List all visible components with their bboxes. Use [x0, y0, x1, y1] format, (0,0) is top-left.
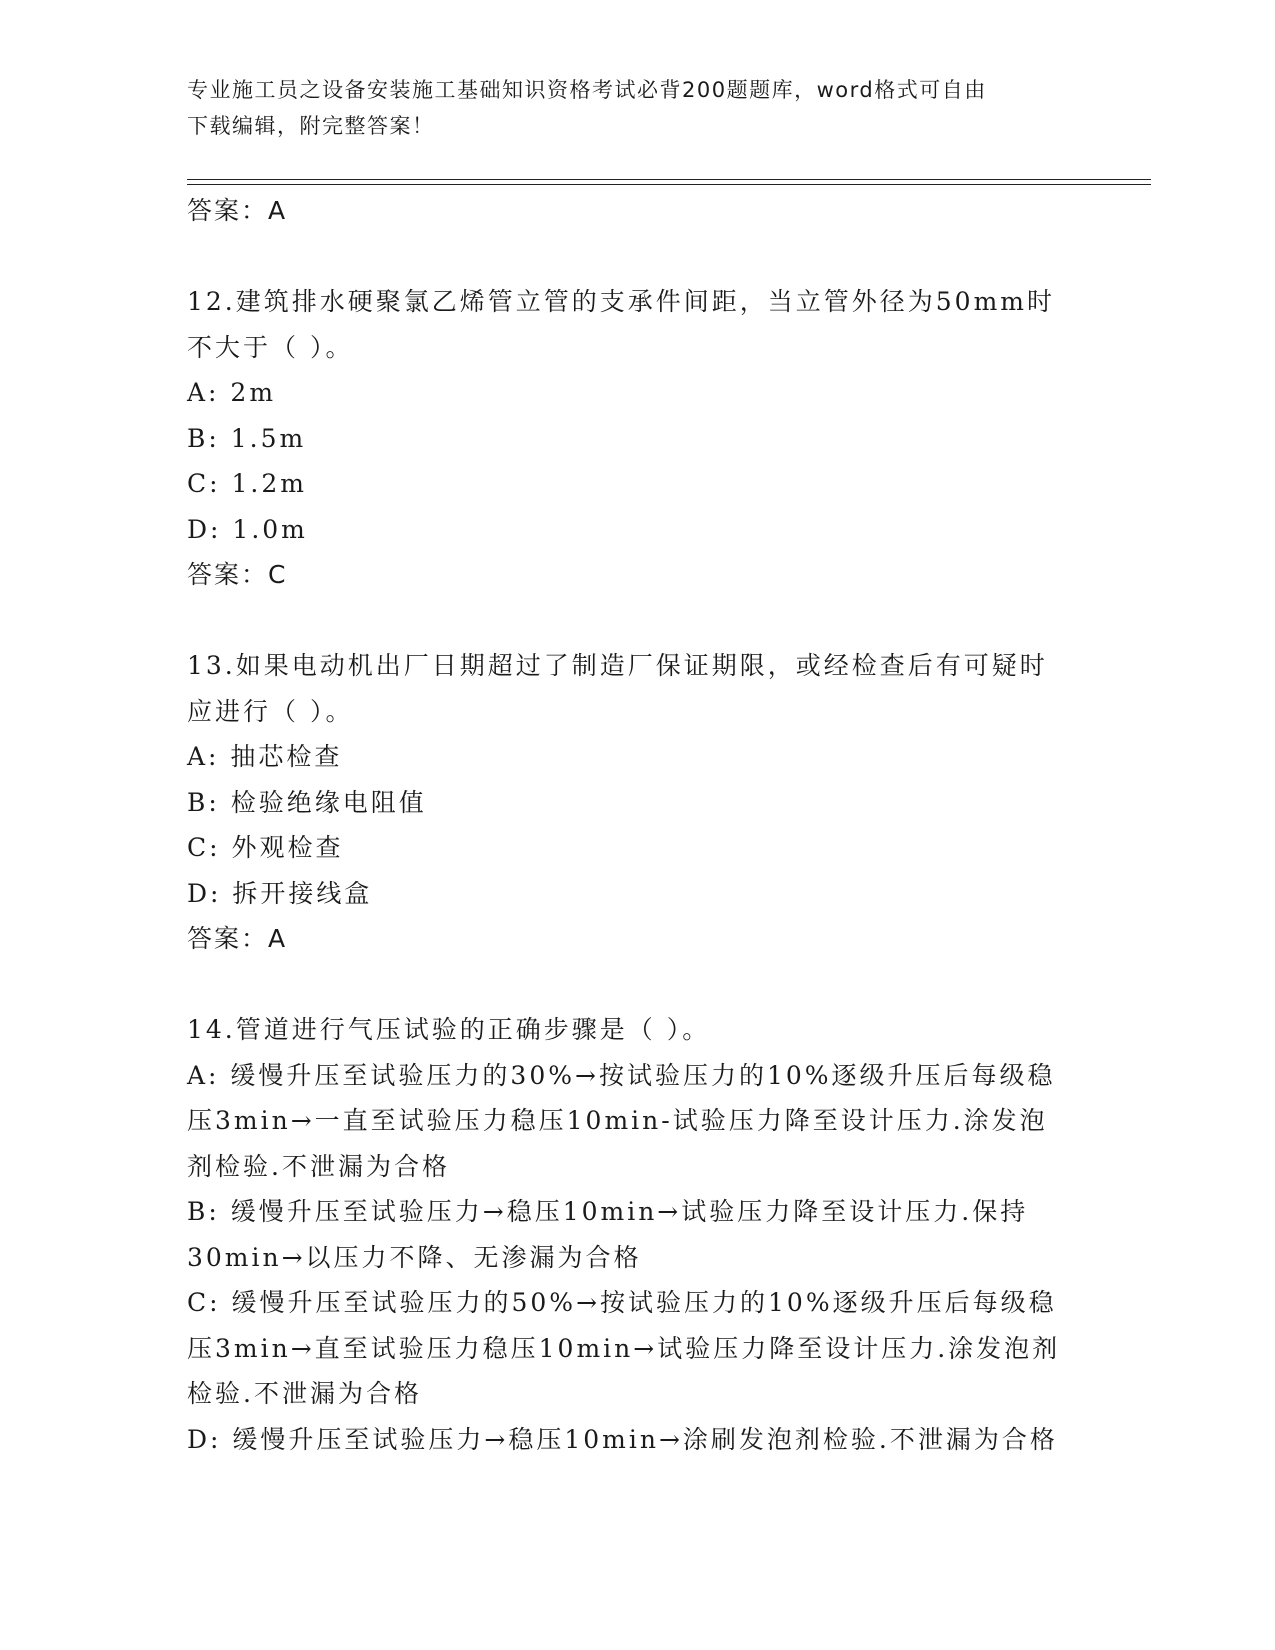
question-stem: 12.建筑排水硬聚氯乙烯管立管的支承件间距，当立管外径为50mm时 [187, 287, 1055, 316]
document-header [187, 72, 1087, 144]
option-b: B: 缓慢升压至试验压力→稳压10min→试验压力降至设计压力.保持 [187, 1197, 1029, 1226]
question-12 [187, 279, 1147, 598]
question-list [187, 188, 1147, 1462]
option-c-continued: 检验.不泄漏为合格 [187, 1379, 422, 1408]
option-d: D: 1.0m [187, 514, 308, 544]
option-d: D: 缓慢升压至试验压力→稳压10min→涂刷发泡剂检验.不泄漏为合格 [187, 1424, 1058, 1454]
question-stem: 应进行（ ）。 [187, 696, 354, 726]
option-b: B: 检验绝缘电阻值 [187, 787, 427, 817]
question-stem: 14.管道进行气压试验的正确步骤是（ ）。 [187, 1015, 711, 1044]
option-d: D: 拆开接线盒 [187, 878, 373, 908]
option-a: A: 2m [187, 378, 277, 407]
question-stem: 不大于（ ）。 [187, 332, 354, 362]
header-line-2: 下载编辑，附完整答案！ [187, 114, 435, 138]
option-a-continued: 剂检验.不泄漏为合格 [187, 1151, 450, 1181]
option-a-continued: 压3min→一直至试验压力稳压10min-试验压力降至设计压力.涂发泡 [187, 1106, 1048, 1135]
question-13 [187, 643, 1147, 962]
answer: 答案：C [187, 560, 288, 589]
option-c: C: 外观检查 [187, 833, 344, 862]
header-divider [187, 179, 1151, 185]
question-stem: 13.如果电动机出厂日期超过了制造厂保证期限，或经检查后有可疑时 [187, 651, 1048, 680]
option-a: A: 缓慢升压至试验压力的30%→按试验压力的10%逐级升压后每级稳 [187, 1060, 1056, 1090]
header-line-1: 专业施工员之设备安装施工基础知识资格考试必背200题题库，word格式可自由 [187, 78, 987, 102]
question-14 [187, 1007, 1147, 1462]
spacer [187, 598, 1147, 644]
option-c: C: 缓慢升压至试验压力的50%→按试验压力的10%逐级升压后每级稳 [187, 1288, 1057, 1317]
option-a: A: 抽芯检查 [187, 742, 343, 771]
option-b: B: 1.5m [187, 423, 307, 453]
spacer [187, 962, 1147, 1008]
previous-answer: 答案：A [187, 196, 288, 225]
option-b-continued: 30min→以压力不降、无渗漏为合格 [187, 1242, 642, 1272]
option-c-continued: 压3min→直至试验压力稳压10min→试验压力降至设计压力.涂发泡剂 [187, 1333, 1061, 1363]
answer: 答案：A [187, 924, 288, 953]
option-c: C: 1.2m [187, 469, 307, 498]
spacer [187, 234, 1147, 280]
